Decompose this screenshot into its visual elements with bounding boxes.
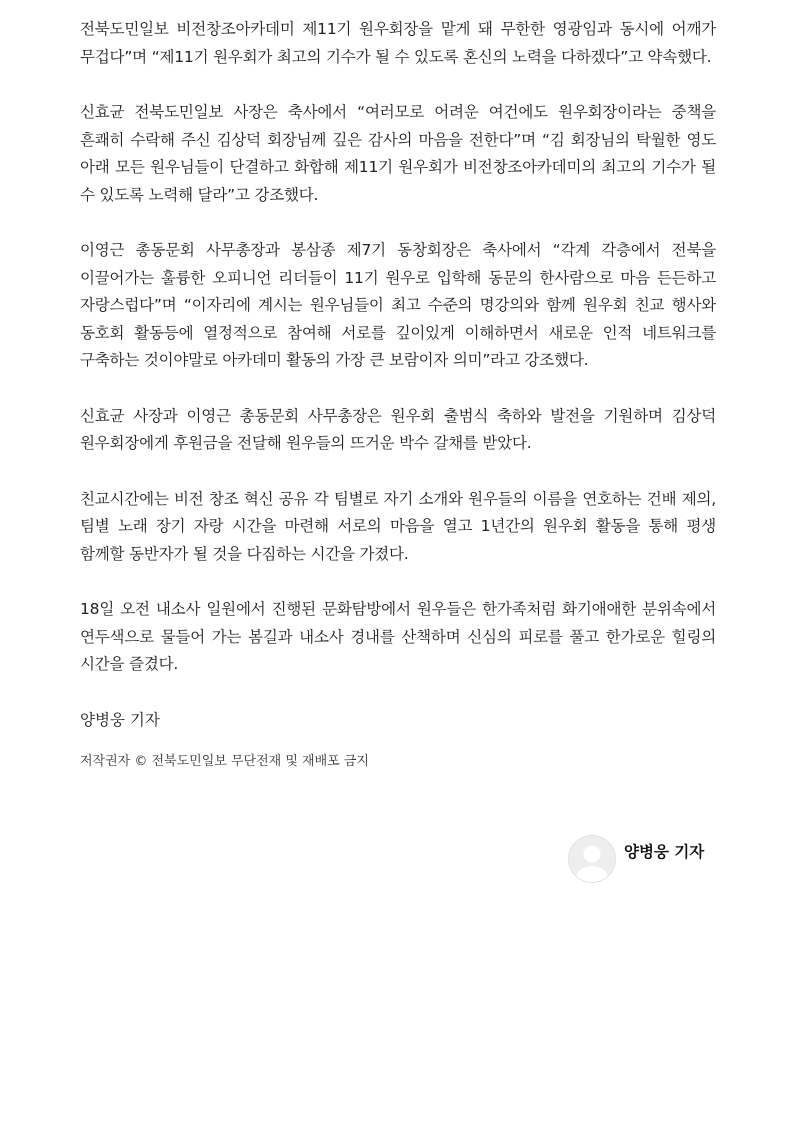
author-box[interactable] [568, 835, 716, 883]
article-byline: 양병웅 기자 [80, 710, 160, 729]
author-name[interactable]: 양병웅 기자 [624, 843, 705, 861]
article-body [80, 16, 716, 772]
article-paragraph: 전북도민일보 비전창조아카데미 제11기 원우회장을 맡게 돼 무한한 영광임과 동시에 어깨가 무겁다”며 “제11기 원우회가 최고의 기수가 될 수 있도록 혼신의 노력을 다하겠다”고 약속했다. [80, 20, 716, 66]
article-paragraph: 신효균 전북도민일보 사장은 축사에서 “여러모로 어려운 여건에도 원우회장이라는 중책을 흔쾌히 수락해 주신 김상덕 회장님께 깊은 감사의 마음을 전한다”며 “김 회장님의 탁월한 영도 아래 모든 원우님들이 단결하고 화합해 제11기 원우회가 비전창조아카데미의 최고의 기수가 될 수 있도록 노력해 달라”고 강조했다. [80, 103, 716, 204]
user-silhouette-icon [568, 835, 616, 883]
article-paragraph: 친교시간에는 비전 창조 혁신 공유 각 팀별로 자기 소개와 원우들의 이름을 연호하는 건배 제의, 팀별 노래 장기 자랑 시간을 마련해 서로의 마음을 열고 1년간의 원우회 활동을 통해 평생 함께할 동반자가 될 것을 다짐하는 시간을 가졌다. [80, 489, 716, 563]
copyright-notice: 저작권자 © 전북도민일보 무단전재 및 재배포 금지 [80, 754, 369, 769]
article-paragraph: 이영근 총동문회 사무총장과 봉삼종 제7기 동창회장은 축사에서 “각계 각층에서 전북을 이끌어가는 훌륭한 오피니언 리더들이 11기 원우로 입학해 동문의 한사람으로 마음 든든하고 자랑스럽다”며 “이자리에 계시는 원우님들이 최고 수준의 명강의와 함께 원우회 친교 행사와 동호회 활동등에 열정적으로 참여해 서로를 깊이있게 이해하면서 새로운 인적 네트워크를 구축하는 것이야말로 아카데미 활동의 가장 큰 보람이자 의미”라고 강조했다. [80, 241, 716, 369]
article-paragraph: 신효균 사장과 이영근 총동문회 사무총장은 원우회 출범식 축하와 발전을 기원하며 김상덕 원우회장에게 후원금을 전달해 원우들의 뜨거운 박수 갈채를 받았다. [80, 406, 716, 452]
article-paragraph: 18일 오전 내소사 일원에서 진행된 문화탐방에서 원우들은 한가족처럼 화기애애한 분위속에서 연두색으로 물들어 가는 봄길과 내소사 경내를 산책하며 신심의 피로를 풀고 한가로운 힐링의 시간을 즐겼다. [80, 600, 716, 673]
